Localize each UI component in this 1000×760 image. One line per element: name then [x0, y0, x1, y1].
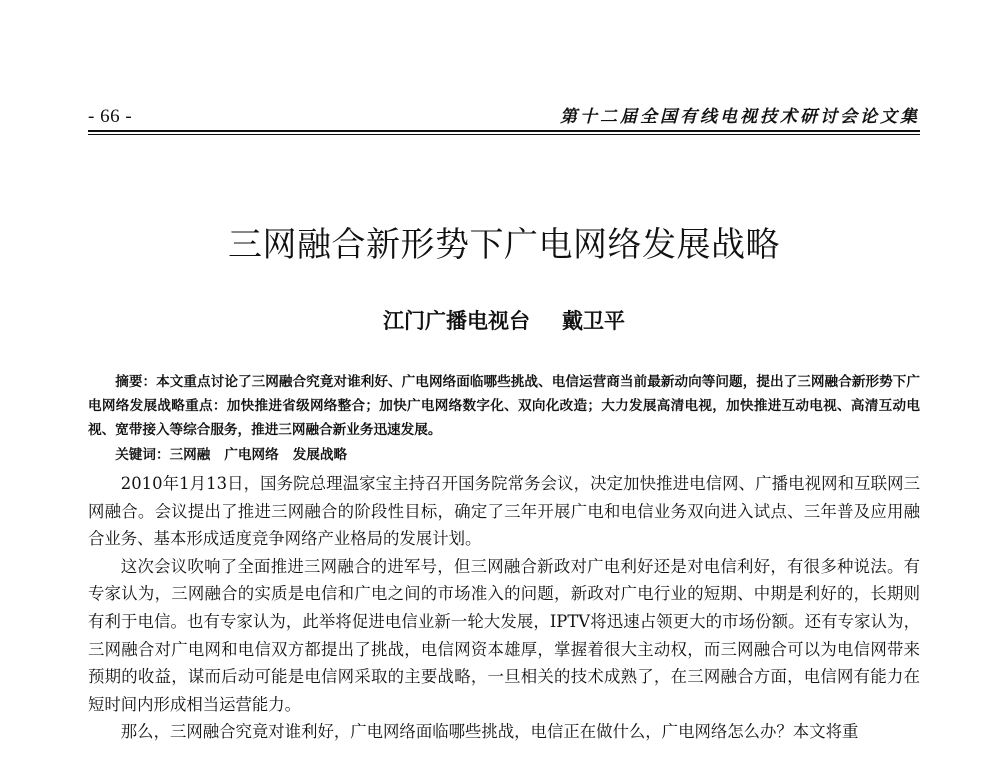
keyword: 三网融 — [169, 447, 211, 463]
affiliation: 江门广播电视台 — [383, 309, 530, 333]
abstract: 摘要：本文重点讨论了三网融合究竟对谁利好、广电网络面临哪些挑战、电信运营商当前最新动向等问题，提出了三网融合新形势下广电网络发展战略重点：加快推进省级网络整合；加快广电网络数字化、双向化改造；大力发展高清电视，加快推进互动电视、高清互动电视、宽带接入等综合服务，推进三网融合新业务迅速发展。 — [88, 374, 920, 438]
page-number: - 66 - — [88, 106, 133, 127]
keywords — [88, 443, 920, 467]
body-paragraph: 2010年1月13日，国务院总理温家宝主持召开国务院常务会议，决定加快推进电信网、广播电视网和互联网三网融合。会议提出了推进三网融合的阶段性目标，确定了三年开展广电和电信业务双向进入试点、三年普及应用融合业务、基本形成适度竞争网络产业格局的发展计划。 — [88, 474, 920, 549]
body-paragraph: 这次会议吹响了全面推进三网融合的进军号，但三网融合新政对广电利好还是对电信利好，有很多种说法。有专家认为，三网融合的实质是电信和广电之间的市场准入的问题，新政对广电行业的短期、中期是利好的，长期则有利于电信。也有专家认为，此举将促进电信业新一轮大发展，IPTV将迅速占领更大的市场份额。还有专家认为，三网融合对广电网和电信双方都提出了挑战，电信网资本雄厚，掌握着很大主动权，而三网融合可以为电信网带来预期的收益，谋而后动可能是电信网采取的主要战略，一旦相关的技术成熟了，在三网融合方面，电信网有能力在短时间内形成相当运营能力。 — [88, 556, 920, 714]
body-paragraph: 那么，三网融合究竟对谁利好，广电网络面临哪些挑战，电信正在做什么，广电网络怎么办？本文将重 — [120, 722, 859, 742]
article-title: 三网融合新形势下广电网络发展战略 — [228, 225, 780, 265]
body-text — [88, 470, 920, 746]
author-name: 戴卫平 — [562, 309, 625, 333]
keywords-label: 关键词： — [115, 447, 170, 463]
keyword: 发展战略 — [292, 447, 348, 463]
page-header — [88, 104, 920, 130]
header-rule — [88, 130, 920, 132]
header-rule-thin — [88, 134, 920, 135]
keyword: 广电网络 — [224, 447, 279, 463]
byline — [88, 306, 920, 336]
journal-name: 第十二届全国有线电视技术研讨会论文集 — [560, 107, 920, 127]
